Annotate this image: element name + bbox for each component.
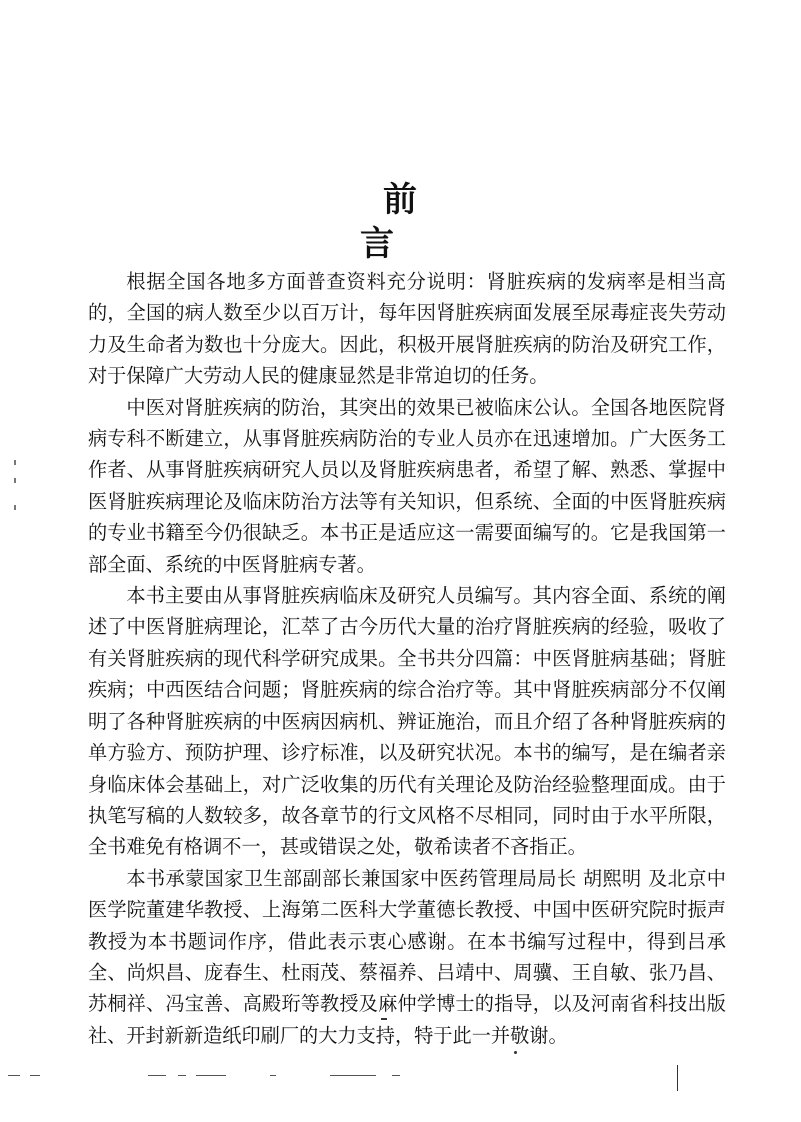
scan-artifact-line	[8, 1075, 20, 1076]
scan-artifact-line	[392, 1075, 400, 1076]
scan-artifact-line	[178, 1075, 186, 1076]
scan-artifact-line	[330, 1075, 376, 1076]
scan-artifact-dot	[514, 1051, 517, 1054]
scan-artifact-mark	[14, 505, 16, 510]
paragraph-4: 本书承蒙国家卫生部副部长兼国家中医药管理局局长 胡熙明 及北京中医学院董建华教授、上海第二医科大学董德长教授、中国中医研究院时振声教授为本书题词作序，借此表示衷心感谢。在本书编写过程中，得到吕承全、尚炽昌、庞春生、杜雨茂、蔡福养、吕靖中、周骥、王自敏、张乃昌、苏桐祥、冯宝善、高殿珩等教授及麻仲学博士的指导，以及河南省科技出版社、开封新新造纸印刷厂的大力支持，特于此一并敬谢。	[88, 866, 726, 1047]
paragraph-1: 根据全国各地多方面普查资料充分说明：肾脏疾病的发病率是相当高的，全国的病人数至少以百万计，每年因肾脏疾病面发展至尿毒症丧失劳动力及生命者为数也十分庞大。因此，积极开展肾脏疾病的防治及研究工作，对于保障广大劳动人民的健康显然是非常迫切的任务。	[88, 270, 726, 388]
scan-artifact-mark	[14, 478, 16, 483]
scan-artifact-line	[196, 1075, 226, 1076]
scan-artifact-mark	[14, 460, 16, 465]
scan-artifact-dot	[381, 1018, 387, 1020]
paragraph-2: 中医对肾脏疾病的防治，其突出的效果已被临床公认。全国各地医院肾病专科不断建立，从事肾脏疾病防治的专业人员亦在迅速增加。广大医务工作者、从事肾脏疾病研究人员以及肾脏疾病患者，希望了解、熟悉、掌握中医肾脏疾病理论及临床防治方法等有关知识，但系统、全面的中医肾脏疾病的专业书籍至今仍很缺乏。本书正是适应这一需要面编写的。它是我国第一部全面、系统的中医肾脏病专著。	[88, 395, 726, 576]
preface-body	[88, 266, 726, 1051]
scan-artifact-line	[270, 1075, 276, 1076]
paragraph-3: 本书主要由从事肾脏疾病临床及研究人员编写。其内容全面、系统的阐述了中医肾脏病理论，汇萃了古今历代大量的治疗肾脏疾病的经验，吸收了有关肾脏疾病的现代科学研究成果。全书共分四篇：中医肾脏病基础；肾脏疾病；中西医结合问题；肾脏疾病的综合治疗等。其中肾脏疾病部分不仅阐明了各种肾脏疾病的中医病因病机、辨证施治，而且介绍了各种肾脏疾病的单方验方、预防护理、诊疗标准，以及研究状况。本书的编写，是在编者亲身临床体会基础上，对广泛收集的历代有关理论及防治经验整理面成。由于执笔写稿的人数较多，故各章节的行文风格不尽相同，同时由于水平所限，全书难免有格调不一，甚或错误之处，敬希读者不吝指正。	[88, 584, 726, 859]
scan-artifact-line	[148, 1075, 166, 1076]
scan-artifact-vline	[677, 1065, 678, 1091]
scan-artifact-line	[30, 1075, 40, 1076]
page-title: 前言	[360, 180, 463, 264]
